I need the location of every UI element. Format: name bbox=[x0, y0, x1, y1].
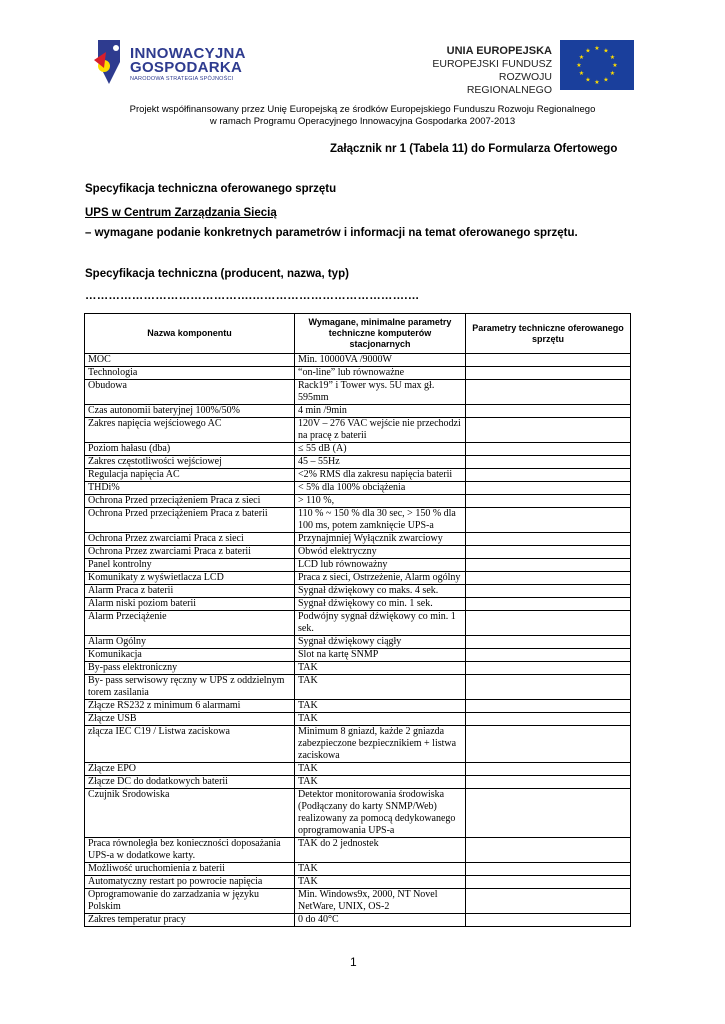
required-cell: Minimum 8 gniazd, każde 2 gniazda zabezpieczone bezpiecznikiem + listwa zaciskowa bbox=[295, 726, 466, 763]
offered-cell bbox=[466, 559, 631, 572]
table-row bbox=[85, 405, 631, 418]
table-header-row bbox=[85, 314, 631, 354]
svg-text:★: ★ bbox=[594, 79, 600, 86]
required-cell: Rack19” i Tower wys. 5U max gł. 595mm bbox=[295, 380, 466, 405]
table-row bbox=[85, 482, 631, 495]
component-cell: Poziom hałasu (dba) bbox=[85, 443, 295, 456]
required-cell: <2% RMS dla zakresu napięcia baterii bbox=[295, 469, 466, 482]
offered-cell bbox=[466, 367, 631, 380]
svg-text:★: ★ bbox=[585, 76, 591, 84]
header-offered: Parametry techniczne oferowanego sprzętu bbox=[466, 314, 631, 354]
table-row bbox=[85, 367, 631, 380]
component-cell: Możliwość uruchomienia z baterii bbox=[85, 863, 295, 876]
header-component: Nazwa komponentu bbox=[85, 314, 295, 354]
offered-cell bbox=[466, 726, 631, 763]
table-row bbox=[85, 598, 631, 611]
offered-cell bbox=[466, 443, 631, 456]
component-cell: Zakres częstotliwości wejściowej bbox=[85, 456, 295, 469]
required-cell: 45 – 55Hz bbox=[295, 456, 466, 469]
offered-cell bbox=[466, 776, 631, 789]
component-cell: By-pass elektroniczny bbox=[85, 662, 295, 675]
component-cell: MOC bbox=[85, 354, 295, 367]
table-row bbox=[85, 636, 631, 649]
table-row bbox=[85, 456, 631, 469]
offered-cell bbox=[466, 889, 631, 914]
required-cell: TAK bbox=[295, 662, 466, 675]
attachment-title: Załącznik nr 1 (Tabela 11) do Formularza Ofertowego bbox=[330, 143, 618, 155]
required-cell: > 110 %, bbox=[295, 495, 466, 508]
required-cell: 4 min /9min bbox=[295, 405, 466, 418]
table-row bbox=[85, 776, 631, 789]
svg-text:★: ★ bbox=[603, 76, 609, 84]
svg-text:★: ★ bbox=[585, 47, 591, 55]
required-cell: Obwód elektryczny bbox=[295, 546, 466, 559]
svg-text:★: ★ bbox=[576, 62, 582, 69]
component-cell: Złącze RS232 z minimum 6 alarmami bbox=[85, 700, 295, 713]
offered-cell bbox=[466, 533, 631, 546]
spec-subtitle: UPS w Centrum Zarządzania Siecią bbox=[85, 207, 277, 219]
spec-title: Specyfikacja techniczna oferowanego sprzętu bbox=[85, 183, 337, 195]
required-cell: Sygnał dźwiękowy ciągły bbox=[295, 636, 466, 649]
required-cell: < 5% dla 100% obciążenia bbox=[295, 482, 466, 495]
required-cell: Podwójny sygnał dźwiękowy co min. 1 sek. bbox=[295, 611, 466, 636]
table-row bbox=[85, 546, 631, 559]
eu-logo bbox=[424, 40, 636, 96]
offered-cell bbox=[466, 354, 631, 367]
table-row bbox=[85, 789, 631, 838]
table-row bbox=[85, 876, 631, 889]
component-cell: Oprogramowanie do zarzadzania w języku Polskim bbox=[85, 889, 295, 914]
table-row bbox=[85, 495, 631, 508]
required-cell: LCD lub równoważny bbox=[295, 559, 466, 572]
required-cell: TAK bbox=[295, 863, 466, 876]
required-cell: TAK bbox=[295, 763, 466, 776]
component-cell: Panel kontrolny bbox=[85, 559, 295, 572]
component-cell: By- pass serwisowy ręczny w UPS z oddzielnym torem zasilania bbox=[85, 675, 295, 700]
offered-cell bbox=[466, 662, 631, 675]
offered-cell bbox=[466, 863, 631, 876]
logo-left-line2: GOSPODARKA bbox=[130, 59, 243, 76]
component-cell: Praca równoległa bez konieczności doposażania UPS-a w dodatkowe karty. bbox=[85, 838, 295, 863]
innowacyjna-gospodarka-logo bbox=[92, 38, 252, 88]
component-cell: Komunikaty z wyświetlacza LCD bbox=[85, 572, 295, 585]
required-cell: TAK bbox=[295, 675, 466, 700]
component-cell: Alarm Przeciążenie bbox=[85, 611, 295, 636]
offered-cell bbox=[466, 636, 631, 649]
svg-text:★: ★ bbox=[578, 70, 585, 77]
component-cell: Złącze USB bbox=[85, 713, 295, 726]
svg-text:★: ★ bbox=[609, 70, 616, 77]
offered-cell bbox=[466, 418, 631, 443]
table-row bbox=[85, 763, 631, 776]
offered-cell bbox=[466, 495, 631, 508]
required-cell: “on-line” lub równoważne bbox=[295, 367, 466, 380]
offered-cell bbox=[466, 713, 631, 726]
component-cell: Zakres temperatur pracy bbox=[85, 914, 295, 927]
project-line-1: Projekt współfinansowany przez Unię Europejską ze środków Europejskiego Funduszu Rozwoju Regionalnego bbox=[129, 104, 596, 115]
table-row bbox=[85, 726, 631, 763]
component-cell: Komunikacja bbox=[85, 649, 295, 662]
component-cell: Ochrona Przez zwarciami Praca z baterii bbox=[85, 546, 295, 559]
header-required: Wymagane, minimalne parametry techniczne komputerów stacjonarnych bbox=[295, 314, 466, 354]
offered-cell bbox=[466, 572, 631, 585]
component-cell: Czas autonomii bateryjnej 100%/50% bbox=[85, 405, 295, 418]
required-cell: Praca z sieci, Ostrzeżenie, Alarm ogólny bbox=[295, 572, 466, 585]
required-cell: TAK bbox=[295, 876, 466, 889]
required-cell: Min. 10000VA /9000W bbox=[295, 354, 466, 367]
required-cell: 110 % ~ 150 % dla 30 sec, > 150 % dla 100 ms, potem zamknięcie UPS-a bbox=[295, 508, 466, 533]
svg-text:★: ★ bbox=[578, 54, 585, 61]
offered-cell bbox=[466, 508, 631, 533]
eu-logo-line2: EUROPEJSKI FUNDUSZ bbox=[432, 58, 552, 70]
offered-cell bbox=[466, 763, 631, 776]
table-row bbox=[85, 611, 631, 636]
svg-text:★: ★ bbox=[609, 54, 616, 61]
component-cell: Ochrona Przez zwarciami Praca z sieci bbox=[85, 533, 295, 546]
project-line-2: w ramach Programu Operacyjnego Innowacyjna Gospodarka 2007-2013 bbox=[209, 116, 516, 127]
required-cell: Min. Windows9x, 2000, NT Novel NetWare, UNIX, OS-2 bbox=[295, 889, 466, 914]
table-row bbox=[85, 838, 631, 863]
table-row bbox=[85, 649, 631, 662]
required-cell: ≤ 55 dB (A) bbox=[295, 443, 466, 456]
required-cell: TAK do 2 jednostek bbox=[295, 838, 466, 863]
svg-text:★: ★ bbox=[612, 62, 618, 69]
table-row bbox=[85, 559, 631, 572]
required-cell: TAK bbox=[295, 700, 466, 713]
offered-cell bbox=[466, 456, 631, 469]
component-cell: Złącze DC do dodatkowych baterii bbox=[85, 776, 295, 789]
component-cell: Ochrona Przed przeciążeniem Praca z sieci bbox=[85, 495, 295, 508]
table-row bbox=[85, 675, 631, 700]
offered-cell bbox=[466, 914, 631, 927]
logo-left-line1: INNOWACYJNA bbox=[130, 45, 246, 62]
component-cell: Technologia bbox=[85, 367, 295, 380]
offered-cell bbox=[466, 469, 631, 482]
table-row bbox=[85, 469, 631, 482]
offered-cell bbox=[466, 598, 631, 611]
offered-cell bbox=[466, 380, 631, 405]
component-cell: Regulacja napięcia AC bbox=[85, 469, 295, 482]
spec-table-body bbox=[85, 354, 631, 927]
page-number: 1 bbox=[350, 955, 357, 969]
eu-logo-line1: UNIA EUROPEJSKA bbox=[446, 45, 552, 57]
producer-label: Specyfikacja techniczna (producent, nazwa, typ) bbox=[85, 268, 349, 280]
component-cell: Ochrona Przed przeciążeniem Praca z baterii bbox=[85, 508, 295, 533]
offered-cell bbox=[466, 876, 631, 889]
eu-logo-text bbox=[424, 44, 552, 97]
producer-fill-line: …………………………………….………………………………….… bbox=[85, 290, 420, 302]
required-cell: Przynajmniej Wyłącznik zwarciowy bbox=[295, 533, 466, 546]
table-row bbox=[85, 585, 631, 598]
table-row bbox=[85, 700, 631, 713]
required-cell: Slot na kartę SNMP bbox=[295, 649, 466, 662]
required-cell: Detektor monitorowania środowiska (Podłączany do karty SNMP/Web) realizowany za pomocą dedykowanego oprogramowania UPS-a bbox=[295, 789, 466, 838]
component-cell: THDi% bbox=[85, 482, 295, 495]
offered-cell bbox=[466, 789, 631, 838]
eu-flag-icon bbox=[560, 40, 634, 90]
table-row bbox=[85, 354, 631, 367]
spec-table bbox=[84, 313, 631, 927]
svg-text:★: ★ bbox=[603, 47, 609, 55]
innowacyjna-gospodarka-emblem-icon bbox=[92, 38, 126, 86]
table-row bbox=[85, 889, 631, 914]
spec-note: – wymagane podanie konkretnych parametrów i informacji na temat oferowanego sprzętu. bbox=[85, 227, 578, 239]
component-cell: Alarm Praca z baterii bbox=[85, 585, 295, 598]
offered-cell bbox=[466, 405, 631, 418]
table-row bbox=[85, 380, 631, 405]
project-funding-note bbox=[0, 104, 725, 128]
table-row bbox=[85, 662, 631, 675]
component-cell: Czujnik Środowiska bbox=[85, 789, 295, 838]
component-cell: Złącze EPO bbox=[85, 763, 295, 776]
table-row bbox=[85, 572, 631, 585]
table-row bbox=[85, 914, 631, 927]
component-cell: Automatyczny restart po powrocie napięcia bbox=[85, 876, 295, 889]
logo-left-line3: NARODOWA STRATEGIA SPÓJNOŚCI bbox=[130, 76, 234, 82]
offered-cell bbox=[466, 838, 631, 863]
offered-cell bbox=[466, 585, 631, 598]
component-cell: Obudowa bbox=[85, 380, 295, 405]
required-cell: TAK bbox=[295, 713, 466, 726]
table-row bbox=[85, 863, 631, 876]
offered-cell bbox=[466, 649, 631, 662]
required-cell: TAK bbox=[295, 776, 466, 789]
table-row bbox=[85, 533, 631, 546]
component-cell: Zakres napięcia wejściowego AC bbox=[85, 418, 295, 443]
svg-text:★: ★ bbox=[594, 45, 600, 52]
component-cell: złącza IEC C19 / Listwa zaciskowa bbox=[85, 726, 295, 763]
required-cell: Sygnał dźwiękowy co maks. 4 sek. bbox=[295, 585, 466, 598]
offered-cell bbox=[466, 700, 631, 713]
required-cell: 120V – 276 VAC wejście nie przechodzi na pracę z baterii bbox=[295, 418, 466, 443]
offered-cell bbox=[466, 611, 631, 636]
table-row bbox=[85, 418, 631, 443]
eu-logo-line3: ROZWOJU REGIONALNEGO bbox=[466, 71, 552, 96]
offered-cell bbox=[466, 546, 631, 559]
component-cell: Alarm Ogólny bbox=[85, 636, 295, 649]
table-row bbox=[85, 508, 631, 533]
required-cell: Sygnał dźwiękowy co min. 1 sek. bbox=[295, 598, 466, 611]
table-row bbox=[85, 713, 631, 726]
table-row bbox=[85, 443, 631, 456]
component-cell: Alarm niski poziom baterii bbox=[85, 598, 295, 611]
required-cell: 0 do 40°C bbox=[295, 914, 466, 927]
offered-cell bbox=[466, 675, 631, 700]
offered-cell bbox=[466, 482, 631, 495]
